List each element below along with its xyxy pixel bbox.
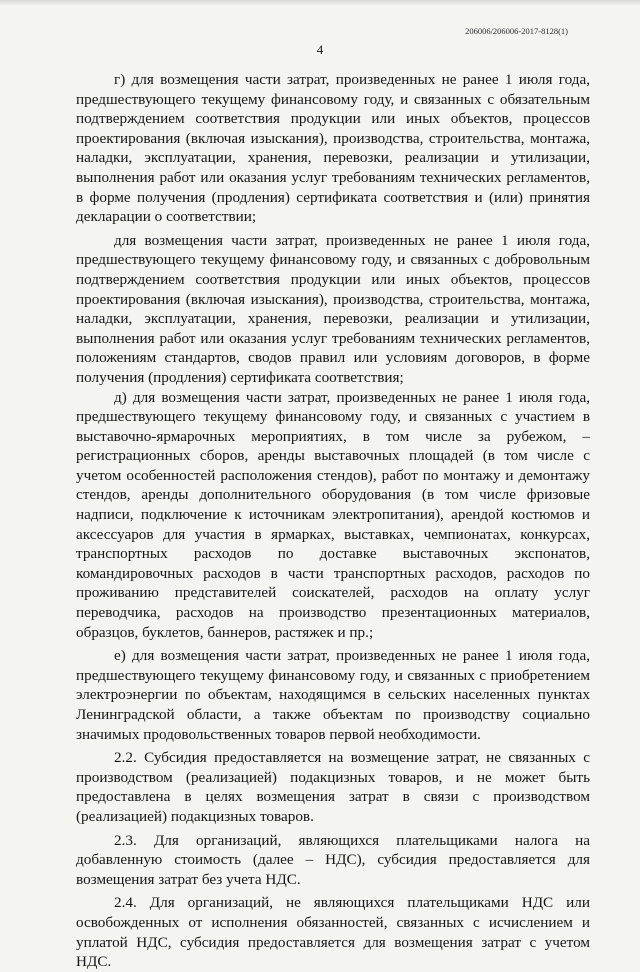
paragraph-voluntary: для возмещения части затрат, произведенных не ранее 1 июля года, предшествующего текущему финансовому году, и связанных с добровольным подтверждением соответствия продукции или иных объектов, процессов проектирования (включая изыскания), производства, строительства, монтажа, наладки, эксплуатации, хранения, перевозки, реализации и утилизации, выполнения работ или оказания услуг требованиям технических регламентов, положениям стандартов, сводов правил или условиям договоров, в форме получения (продления) сертификата соответствия; — [76, 231, 590, 386]
page-number: 4 — [316, 42, 324, 57]
scan-top-edge — [0, 0, 640, 6]
paragraph-d: д) для возмещения части затрат, произведенных не ранее 1 июля года, предшествующего текущему финансовому году, и связанных с участием в выставочно-ярмарочных мероприятиях, в том числе за рубежом, – регистрационных сборов, аренды выставочных площадей (в том числе с учетом особенностей расположения стендов), работ по монтажу и демонтажу стендов, аренды дополнительного оборудования (в том числе фризовые надписи, подключение к источникам электропитания), арендой костюмов и аксессуаров для участия в ярмарках, выставках, чемпионатах, конкурсах, транспортных расходов по доставке выставочных экспонатов, командировочных расходов в части транспортных расходов, расходов по проживанию представителей соискателей, расходов на оплату услуг переводчика, расходов на производство презентационных материалов, образцов, буклетов, баннеров, растяжек и пр.; — [76, 388, 590, 641]
document-id: 206006/206006-2017-8128(1) — [465, 26, 568, 36]
paragraph-g: г) для возмещения части затрат, произведенных не ранее 1 июля года, предшествующего текущему финансовому году, и связанных с обязательным подтверждением соответствия продукции или иных объектов, процессов проектирования (включая изыскания), производства, строительства, монтажа, наладки, эксплуатации, хранения, перевозки, реализации и утилизации, выполнения работ или оказания услуг требованиям технических регламентов, в форме получения (продления) сертификата соответствия и (или) принятия декларации о соответствии; — [76, 71, 590, 226]
paragraph-e: е) для возмещения части затрат, произведенных не ранее 1 июля года, предшествующего текущему финансовому году, и связанных с приобретением электроэнергии по объектам, находящимся в сельских населенных пунктах Ленинградской области, а также объектам по производству социально значимых продовольственных товаров первой необходимости. — [76, 647, 590, 743]
document-body — [76, 70, 590, 972]
paragraph-2-2: 2.2. Субсидия предоставляется на возмещение затрат, не связанных с производством (реализацией) подакцизных товаров, и не может быть предоставлена в целях возмещения затрат в связи с производством (реализацией) подакцизных товаров. — [76, 749, 590, 825]
paragraph-2-3: 2.3. Для организаций, являющихся плательщиками налога на добавленную стоимость (далее – НДС), субсидия предоставляется для возмещения затрат без учета НДС. — [76, 831, 590, 888]
paragraph-2-4: 2.4. Для организаций, не являющихся плательщиками НДС или освобожденных от исполнения обязанностей, связанных с исчислением и уплатой НДС, субсидия предоставляется для возмещения затрат с учетом НДС. — [76, 894, 590, 971]
